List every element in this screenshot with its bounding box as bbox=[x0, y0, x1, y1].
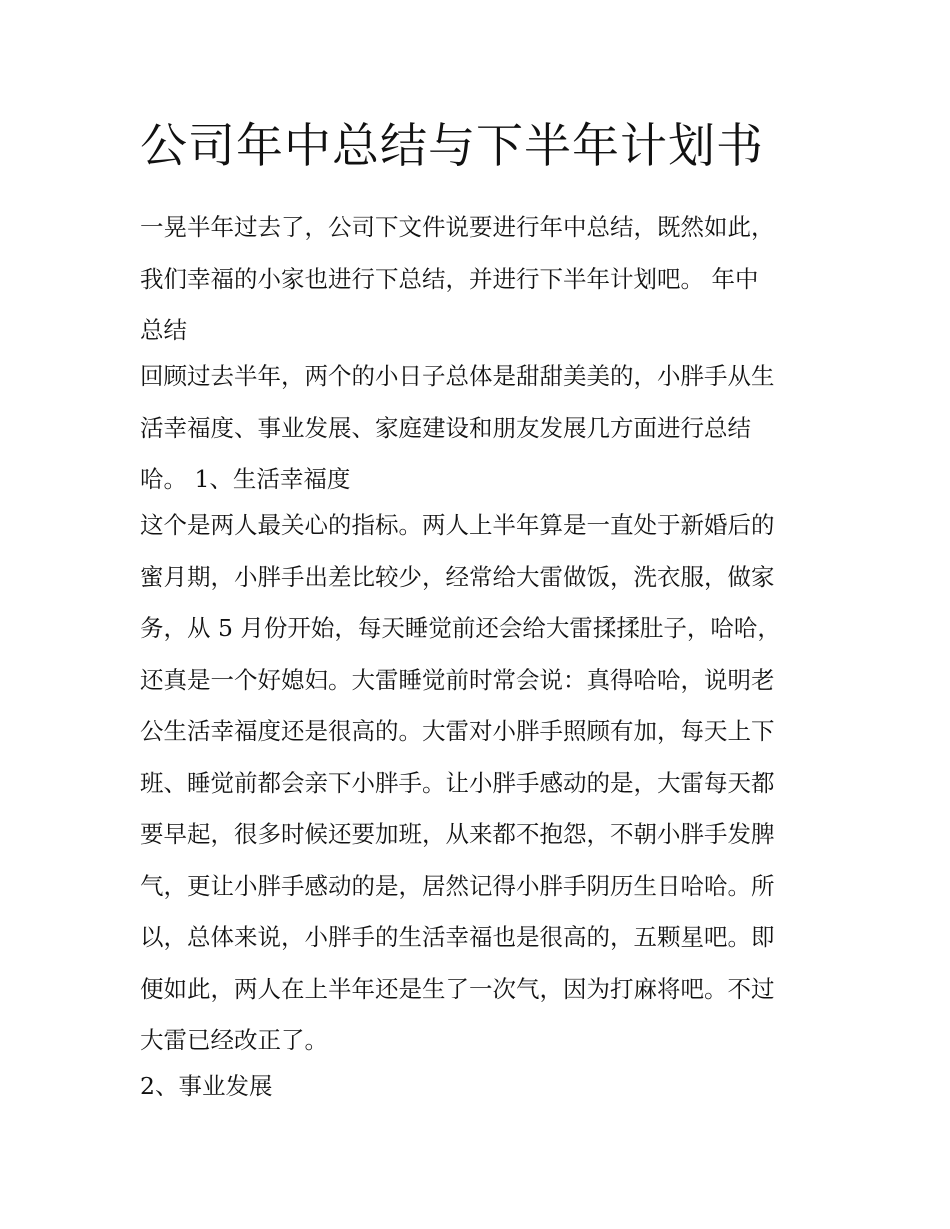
text-line: 哈。 1、生活幸福度 bbox=[140, 465, 351, 493]
section2-heading bbox=[140, 1061, 812, 1113]
text-line: 蜜月期，小胖手出差比较少，经常给大雷做饭，洗衣服，做家 bbox=[140, 562, 775, 591]
intro-paragraph bbox=[140, 202, 812, 357]
section-heading: 2、事业发展 bbox=[140, 1072, 273, 1100]
text-line: 我们幸福的小家也进行下总结，并进行下半年计划吧。 年中 bbox=[140, 264, 759, 293]
text-line: 要早起，很多时候还要加班，从来都不抱怨，不朝小胖手发脾 bbox=[140, 820, 775, 848]
text-line: 以，总体来说，小胖手的生活幸福也是很高的，五颗星吧。即 bbox=[140, 923, 775, 951]
text-line: 务，从 5 月份开始，每天睡觉前还会给大雷揉揉肚子，哈哈， bbox=[140, 614, 781, 642]
text-line: 还真是一个好媳妇。大雷睡觉前时常会说：真得哈哈，说明老 bbox=[140, 665, 775, 694]
happiness-paragraph bbox=[140, 500, 812, 1067]
text-line: 公生活幸福度还是很高的。大雷对小胖手照顾有加，每天上下 bbox=[140, 717, 775, 745]
text-line: 大雷已经改正了。 bbox=[140, 1026, 328, 1054]
text-line: 一晃半年过去了，公司下文件说要进行年中总结，既然如此， bbox=[140, 213, 775, 241]
text-line: 这个是两人最关心的指标。两人上半年算是一直处于新婚后的 bbox=[140, 511, 775, 539]
text-line: 班、睡觉前都会亲下小胖手。让小胖手感动的是，大雷每天都 bbox=[140, 768, 775, 797]
text-line: 气，更让小胖手感动的是，居然记得小胖手阴历生日哈哈。所 bbox=[140, 871, 775, 900]
text-line: 回顾过去半年，两个的小日子总体是甜甜美美的，小胖手从生 bbox=[140, 362, 775, 390]
text-line: 活幸福度、事业发展、家庭建设和朋友发展几方面进行总结 bbox=[140, 413, 751, 442]
document-title: 公司年中总结与下半年计划书 bbox=[140, 119, 764, 174]
review-paragraph bbox=[140, 351, 812, 506]
text-line: 便如此，两人在上半年还是生了一次气，因为打麻将吧。不过 bbox=[140, 974, 775, 1003]
text-line: 总结 bbox=[140, 316, 187, 344]
